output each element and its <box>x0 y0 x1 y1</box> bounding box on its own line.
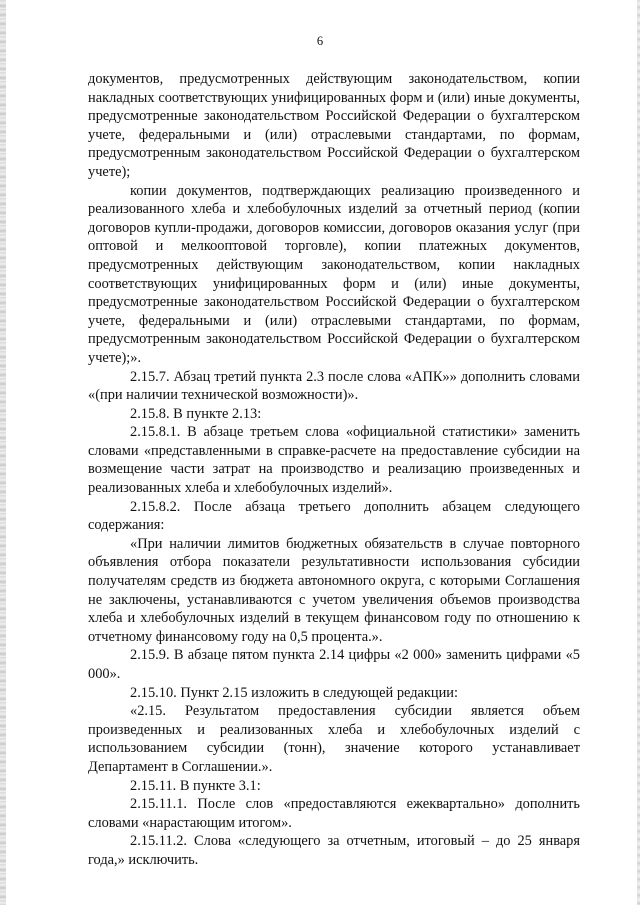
paragraph: «2.15. Результатом предоставления субсидии является объем произведенных и реализованных хлеба и хлебобулочных изделий с использованием субсидии (тонн), значение которого устанавливает Департамент в Соглашении.». <box>88 703 580 775</box>
paragraph: документов, предусмотренных действующим законодательством, копии накладных соответствующих унифицированных форм и (или) иные документы, предусмотренные законодательством Российской Федерации о бухгалтерском учете, федеральными и (или) отраслевыми стандартами, по формам, предусмотренным законодательством Российской Федерации о бухгалтерском учете); <box>88 71 580 180</box>
paragraph: 2.15.8.1. В абзаце третьем слова «официальной статистики» заменить словами «представленными в справке-расчете на предоставление субсидии на возмещение части затрат на производство и реализацию произведенных и реализованных хлеба и хлебобулочных изделий». <box>88 424 580 497</box>
paragraph: «При наличии лимитов бюджетных обязательств в случае повторного объявления отбора показатели результативности использования субсидии получателям средств из бюджета автономного округа, с которыми Соглашения не заключены, устанавливаются с учетом увеличения объемов производства хлеба и хлебобулочных изделий в текущем финансовом году по отношению к отчетному финансовому году на 0,5 процента.». <box>88 535 580 645</box>
paragraph: копии документов, подтверждающих реализацию произведенного и реализованного хлеба и хлебобулочных изделий за отчетный период (копии договоров купли-продажи, договоров комиссии, договоров оказания услуг (при оптовой и мелкооптовой торговле), копии платежных документов, предусмотренных действующим законодательством, копии накладных соответствующих унифицированных форм и (или) иные документы, предусмотренные законодательством Российской Федерации о бухгалтерском учете, федеральными и (или) отраслевыми стандартами, по формам, предусмотренным законодательством Российской Федерации о бухгалтерском учете);». <box>88 182 580 366</box>
paragraph: 2.15.11. В пункте 3.1: <box>130 777 261 794</box>
paragraph: 2.15.7. Абзац третий пункта 2.3 после слова «АПК»» дополнить словами «(при наличии технической возможности)». <box>88 368 580 404</box>
paragraph: 2.15.11.1. После слов «предоставляются ежеквартально» дополнить словами «нарастающим итогом». <box>88 796 580 831</box>
paragraph: 2.15.8. В пункте 2.13: <box>130 405 262 422</box>
paragraph: 2.15.8.2. После абзаца третьего дополнить абзацем следующего содержания: <box>88 498 580 534</box>
page-number: 6 <box>316 34 324 48</box>
paragraph: 2.15.11.2. Слова «следующего за отчетным, итоговый – до 25 января года,» исключить. <box>88 833 580 868</box>
paragraph: 2.15.9. В абзаце пятом пункта 2.14 цифры «2 000» заменить цифрами «5 000». <box>88 647 580 682</box>
document-body <box>88 70 580 870</box>
scan-left-edge <box>0 0 6 905</box>
paragraph: 2.15.10. Пункт 2.15 изложить в следующей редакции: <box>130 684 459 701</box>
